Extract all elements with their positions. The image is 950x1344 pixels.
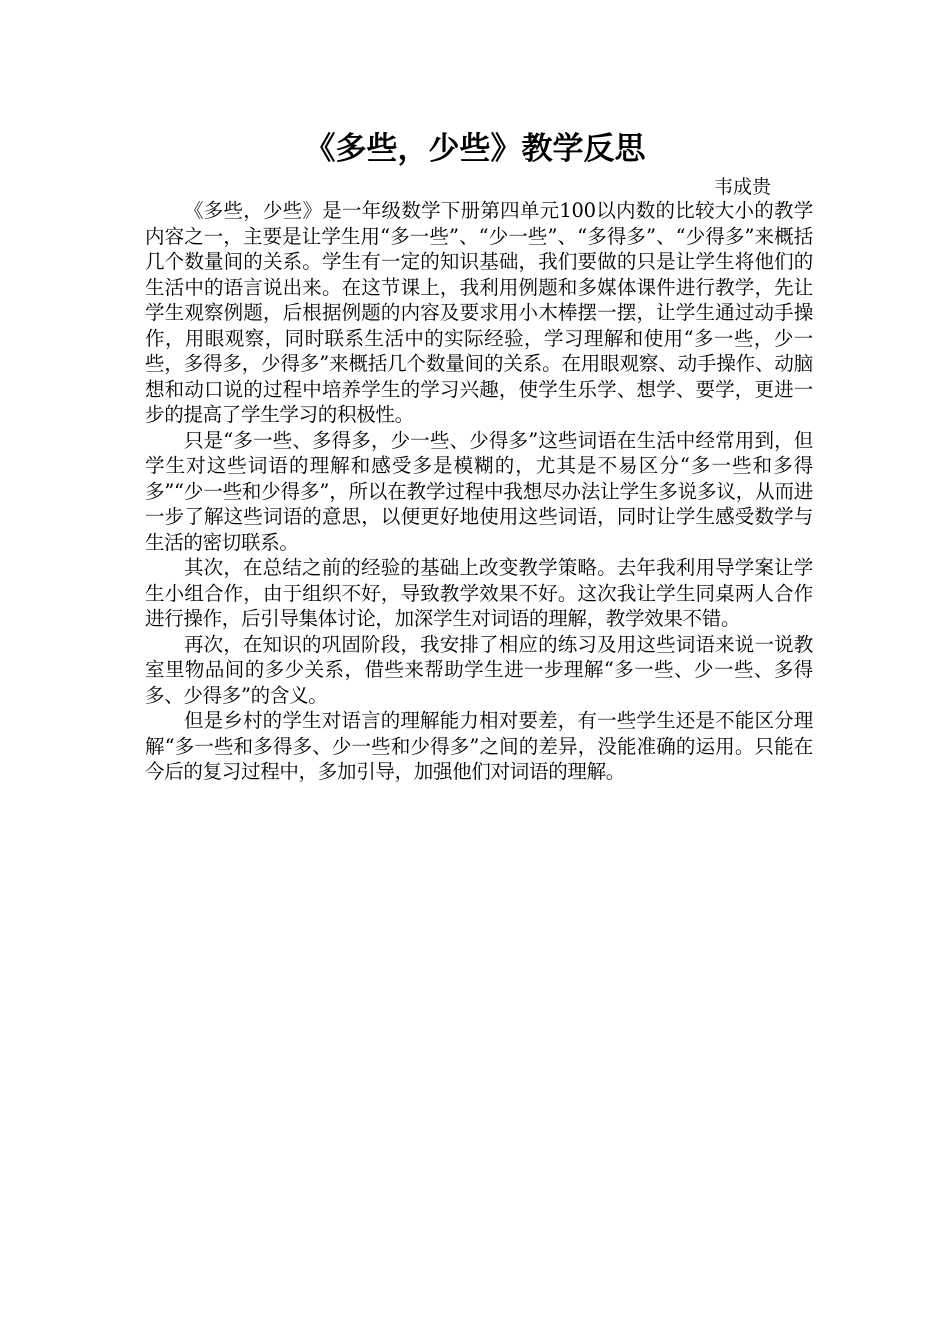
paragraph-5: 但是乡村的学生对语言的理解能力相对要差，有一些学生还是不能区分理解“多一些和多得多、少一些和少得多”之间的差异，没能准确的运用。只能在今后的复习过程中，多加引导，加强他们对词语的理解。 <box>145 709 813 783</box>
document-body <box>145 198 813 785</box>
document-title: 《多些，少些》教学反思 <box>304 131 646 167</box>
paragraph-3: 其次，在总结之前的经验的基础上改变教学策略。去年我利用导学案让学生小组合作，由于组织不好，导致教学效果不好。这次我让学生同桌两人合作进行操作，后引导集体讨论，加深学生对词语的理解，教学效果不错。 <box>145 556 813 630</box>
author-name: 韦成贵 <box>714 176 772 198</box>
paragraph-1: 《多些，少些》是一年级数学下册第四单元100以内数的比较大小的教学内容之一，主要是让学生用“多一些”、“少一些”、“多得多”、“少得多”来概括几个数量间的关系。学生有一定的知识基础，我们要做的只是让学生将他们的生活中的语言说出来。在这节课上，我利用例题和多媒体课件进行教学，先让学生观察例题，后根据例题的内容及要求用小木棒摆一摆，让学生通过动手操作，用眼观察，同时联系生活中的实际经验，学习理解和使用“多一些，少一些，多得多，少得多”来概括几个数量间的关系。在用眼观察、动手操作、动脑想和动口说的过程中培养学生的学习兴趣，使学生乐学、想学、要学，更进一步的提高了学生学习的积极性。 <box>145 199 813 426</box>
paragraph-2: 只是“多一些、多得多，少一些、少得多”这些词语在生活中经常用到，但学生对这些词语的理解和感受多是模糊的，尤其是不易区分“多一些和多得多”“少一些和少得多”，所以在教学过程中我想尽办法让学生多说多议，从而进一步了解这些词语的意思，以便更好地使用这些词语，同时让学生感受数学与生活的密切联系。 <box>145 428 813 554</box>
paragraph-4: 再次，在知识的巩固阶段，我安排了相应的练习及用这些词语来说一说教室里物品间的多少关系，借些来帮助学生进一步理解“多一些、少一些、多得多、少得多”的含义。 <box>145 632 813 707</box>
